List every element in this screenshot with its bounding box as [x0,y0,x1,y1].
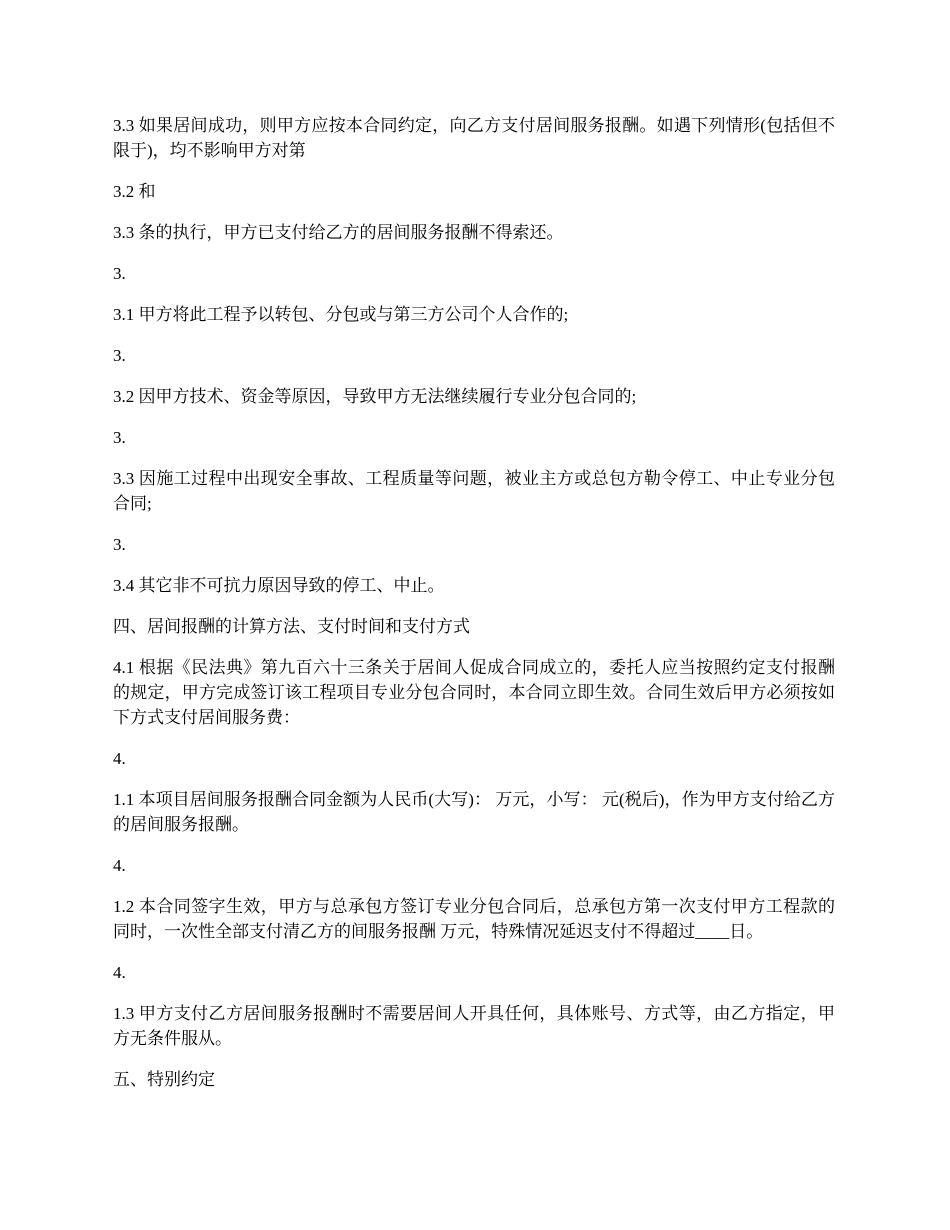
paragraph-number-3: 3. [113,535,126,554]
paragraph-number-3: 3. [113,428,126,447]
paragraph-3-2-and: 3.2 和 [113,182,156,201]
paragraph-3-3-clause: 3.3 条的执行，甲方已支付给乙方的居间服务报酬不得索还。 [113,223,564,242]
paragraph-number-3: 3. [113,346,126,365]
paragraph-number-4: 4. [113,749,126,768]
paragraph-3-3: 3.3 因施工过程中出现安全事故、工程质量等问题，被业主方或总包方勒令停工、中止专业分包合同; [113,469,835,513]
paragraph-1-1: 1.1 本项目居间服务报酬合同金额为人民币(大写)： 万元，小写： 元(税后)，作为甲方支付给乙方的居间服务报酬。 [113,790,835,834]
section-heading-4: 四、居间报酬的计算方法、支付时间和支付方式 [113,617,470,636]
paragraph-number-3: 3. [113,264,126,283]
section-heading-5: 五、特别约定 [113,1070,215,1089]
paragraph-1-3: 1.3 甲方支付乙方居间服务报酬时不需要居间人开具任何，具体账号、方式等，由乙方指定，甲方无条件服从。 [113,1004,835,1048]
paragraph-3-2: 3.2 因甲方技术、资金等原因，导致甲方无法继续履行专业分包合同的; [113,387,637,406]
paragraph-3-3-intro: 3.3 如果居间成功，则甲方应按本合同约定，向乙方支付居间服务报酬。如遇下列情形(包括但不限于)，均不影响甲方对第 [113,116,835,160]
paragraph-4-1: 4.1 根据《民法典》第九百六十三条关于居间人促成合同成立的，委托人应当按照约定支付报酬的规定，甲方完成签订该工程项目专业分包合同时，本合同立即生效。合同生效后甲方必须按如下方式支付居间服务费： [113,658,835,727]
paragraph-number-4: 4. [113,856,126,875]
paragraph-3-1: 3.1 甲方将此工程予以转包、分包或与第三方公司个人合作的; [113,305,569,324]
document-body [113,113,835,1108]
paragraph-1-2: 1.2 本合同签字生效，甲方与总承包方签订专业分包合同后，总承包方第一次支付甲方工程款的同时，一次性全部支付清乙方的间服务报酬 万元，特殊情况延迟支付不得超过____日。 [113,897,835,941]
paragraph-number-4: 4. [113,963,126,982]
paragraph-3-4: 3.4 其它非不可抗力原因导致的停工、中止。 [113,576,445,595]
